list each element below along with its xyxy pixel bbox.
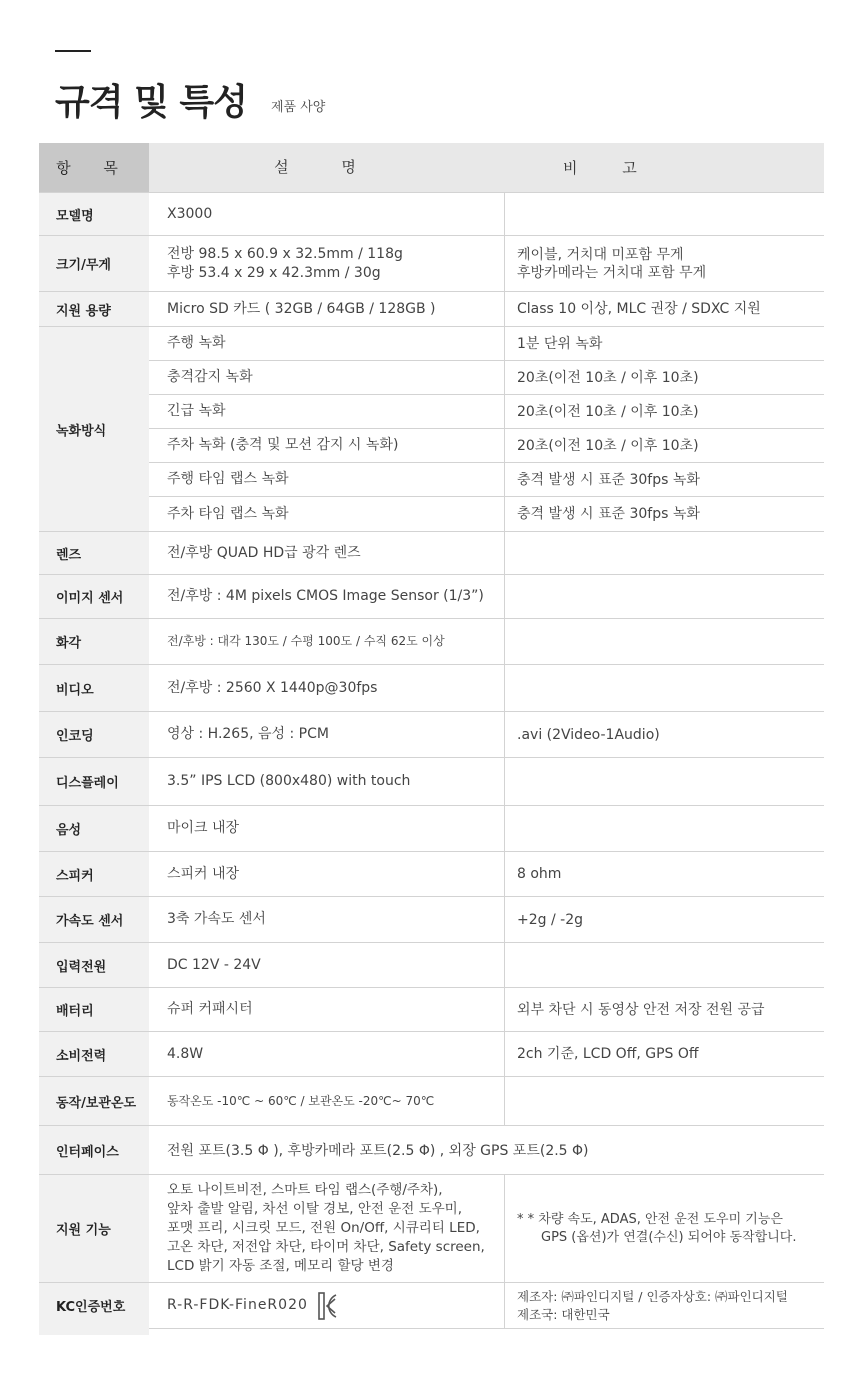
- row-desc: 전/후방 : 2560 X 1440p@30fps: [149, 665, 505, 711]
- row-label: 모델명: [39, 193, 149, 235]
- row-label: 지원 용량: [39, 292, 149, 326]
- row-note: 2ch 기준, LCD Off, GPS Off: [517, 1046, 699, 1062]
- table-row: [39, 1175, 824, 1283]
- row-note: .avi (2Video-1Audio): [517, 726, 660, 743]
- row-desc: 동작온도 -10℃ ~ 60℃ / 보관온도 -20℃~ 70℃: [149, 1077, 505, 1125]
- row-label: 크기/무게: [39, 236, 149, 291]
- table-row: [39, 806, 824, 852]
- sub-desc: 주행 타임 랩스 녹화: [149, 463, 505, 496]
- sub-desc: 주차 타임 랩스 녹화: [149, 497, 505, 531]
- desc-line: 후방 53.4 x 29 x 42.3mm / 30g: [167, 264, 381, 281]
- row-label: 입력전원: [39, 943, 149, 987]
- note-line: 후방카메라는 거치대 포함 무게: [517, 264, 707, 281]
- sub-row: [149, 361, 824, 395]
- table-row: [39, 1126, 824, 1175]
- row-label: 가속도 센서: [39, 897, 149, 942]
- row-note: [505, 943, 824, 987]
- row-label: 음성: [39, 806, 149, 851]
- table-row: [39, 758, 824, 806]
- desc-line: 포맷 프리, 시크릿 모드, 전원 On/Off, 시큐리티 LED,: [167, 1220, 480, 1236]
- table-row: [39, 1283, 824, 1329]
- table-row: [39, 193, 824, 236]
- row-note: [505, 193, 824, 235]
- row-label: 인코딩: [39, 712, 149, 757]
- table-row: [39, 897, 824, 943]
- row-note: [505, 1175, 824, 1282]
- table-row: [39, 988, 824, 1032]
- row-desc: [149, 1175, 505, 1282]
- kc-number: R-R-FDK-FineR020: [167, 1297, 308, 1313]
- row-note: [505, 619, 824, 664]
- row-note: Class 10 이상, MLC 권장 / SDXC 지원: [517, 301, 761, 317]
- note-line: 케이블, 거치대 미포함 무게: [517, 246, 684, 263]
- row-desc: 전/후방 QUAD HD급 광각 렌즈: [149, 532, 505, 574]
- sub-note: 20초(이전 10초 / 이후 10초): [517, 437, 699, 454]
- recording-group: [39, 327, 824, 532]
- row-desc: 전/후방 : 4M pixels CMOS Image Sensor (1/3”): [149, 575, 505, 618]
- row-label: 디스플레이: [39, 758, 149, 805]
- row-label: 스피커: [39, 852, 149, 896]
- row-note: 외부 차단 시 동영상 안전 저장 전원 공급: [517, 1001, 765, 1018]
- row-desc: 3.5” IPS LCD (800x480) with touch: [149, 758, 505, 805]
- table-row: [39, 236, 824, 292]
- row-label: KC인증번호: [39, 1283, 149, 1328]
- sub-desc: 주차 녹화 (충격 및 모션 감지 시 녹화): [149, 429, 505, 462]
- row-desc: 스피커 내장: [149, 852, 505, 896]
- sub-note: 충격 발생 시 표준 30fps 녹화: [517, 471, 700, 488]
- sub-row: [149, 497, 824, 531]
- desc-line: 오토 나이트비전, 스마트 타임 랩스(주행/주차),: [167, 1182, 443, 1198]
- row-desc: 4.8W: [149, 1032, 505, 1076]
- table-row: [39, 1077, 824, 1126]
- row-desc: 슈퍼 커패시터: [149, 988, 505, 1031]
- table-row: [39, 532, 824, 575]
- sub-note: 1분 단위 녹화: [517, 335, 603, 352]
- row-label: 비디오: [39, 665, 149, 711]
- sub-row: [149, 327, 824, 361]
- sub-row: [149, 395, 824, 429]
- row-note: [505, 532, 824, 574]
- sub-desc: 긴급 녹화: [149, 395, 505, 428]
- table-row: [39, 943, 824, 988]
- row-desc: 3축 가속도 센서: [149, 897, 505, 942]
- note-line: 제조자: ㈜파인디지털 / 인증자상호: ㈜파인디지털: [517, 1288, 788, 1304]
- row-note: +2g / -2g: [517, 911, 583, 928]
- spec-table: [39, 143, 824, 1329]
- row-label: 렌즈: [39, 532, 149, 574]
- table-header: [39, 143, 824, 193]
- row-desc: X3000: [149, 193, 505, 235]
- row-desc: [149, 236, 505, 291]
- desc-line: LCD 밝기 자동 조절, 메모리 할당 변경: [167, 1258, 394, 1274]
- row-note: [505, 1077, 824, 1125]
- row-desc: 전원 포트(3.5 Φ ), 후방카메라 포트(2.5 Φ) , 외장 GPS 포트(2.5 Φ): [167, 1143, 589, 1159]
- row-note: [505, 758, 824, 805]
- row-desc: 전/후방 : 대각 130도 / 수평 100도 / 수직 62도 이상: [149, 619, 505, 664]
- kc-certification-icon: [318, 1292, 338, 1320]
- row-note: [505, 1283, 824, 1328]
- row-desc: [149, 1283, 505, 1328]
- sub-note: 충격 발생 시 표준 30fps 녹화: [517, 506, 700, 522]
- row-label: 배터리: [39, 988, 149, 1031]
- sub-desc: 주행 녹화: [149, 327, 505, 360]
- row-note: [505, 236, 824, 291]
- table-row: [39, 1032, 824, 1077]
- table-bottom-strip: [39, 1325, 149, 1335]
- row-note: [505, 806, 824, 851]
- sub-note: 20초(이전 10초 / 이후 10초): [517, 403, 699, 420]
- row-label: 동작/보관온도: [39, 1077, 149, 1125]
- row-desc: 마이크 내장: [149, 806, 505, 851]
- header-item: 항 목: [39, 143, 149, 192]
- note-line: * * 차량 속도, ADAS, 안전 운전 도우미 기능은: [517, 1211, 783, 1227]
- title-accent-bar: [55, 50, 91, 52]
- note-line: GPS (옵션)가 연결(수신) 되어야 동작합니다.: [541, 1229, 797, 1245]
- desc-line: 전방 98.5 x 60.9 x 32.5mm / 118g: [167, 245, 403, 262]
- page-subtitle: 제품 사양: [271, 100, 326, 115]
- row-label: 소비전력: [39, 1032, 149, 1076]
- desc-line: 앞차 출발 알림, 차선 이탈 경보, 안전 운전 도우미,: [167, 1201, 462, 1217]
- row-note: [505, 575, 824, 618]
- table-row: [39, 292, 824, 327]
- row-label: 화각: [39, 619, 149, 664]
- table-row: [39, 852, 824, 897]
- sub-row: [149, 463, 824, 497]
- row-desc: Micro SD 카드 ( 32GB / 64GB / 128GB ): [149, 292, 505, 326]
- row-label: 이미지 센서: [39, 575, 149, 618]
- sub-desc: 충격감지 녹화: [149, 361, 505, 394]
- row-note: [505, 665, 824, 711]
- row-label: 녹화방식: [39, 327, 149, 531]
- row-label: 지원 기능: [39, 1175, 149, 1282]
- page-title: 규격 및 특성: [55, 82, 247, 123]
- sub-row: [149, 429, 824, 463]
- table-row: [39, 665, 824, 712]
- table-row: [39, 619, 824, 665]
- row-label: 인터페이스: [39, 1126, 149, 1174]
- table-row: [39, 575, 824, 619]
- sub-note: 20초(이전 10초 / 이후 10초): [517, 369, 699, 386]
- table-row: [39, 712, 824, 758]
- note-line: 제조국: 대한민국: [517, 1306, 610, 1322]
- header-desc: 설 명: [149, 143, 505, 192]
- header-note: 비 고: [505, 143, 824, 192]
- row-note: 8 ohm: [517, 866, 562, 882]
- row-desc: 영상 : H.265, 음성 : PCM: [149, 712, 505, 757]
- row-desc: DC 12V - 24V: [149, 943, 505, 987]
- desc-line: 고온 차단, 저전압 차단, 타이머 차단, Safety screen,: [167, 1239, 485, 1255]
